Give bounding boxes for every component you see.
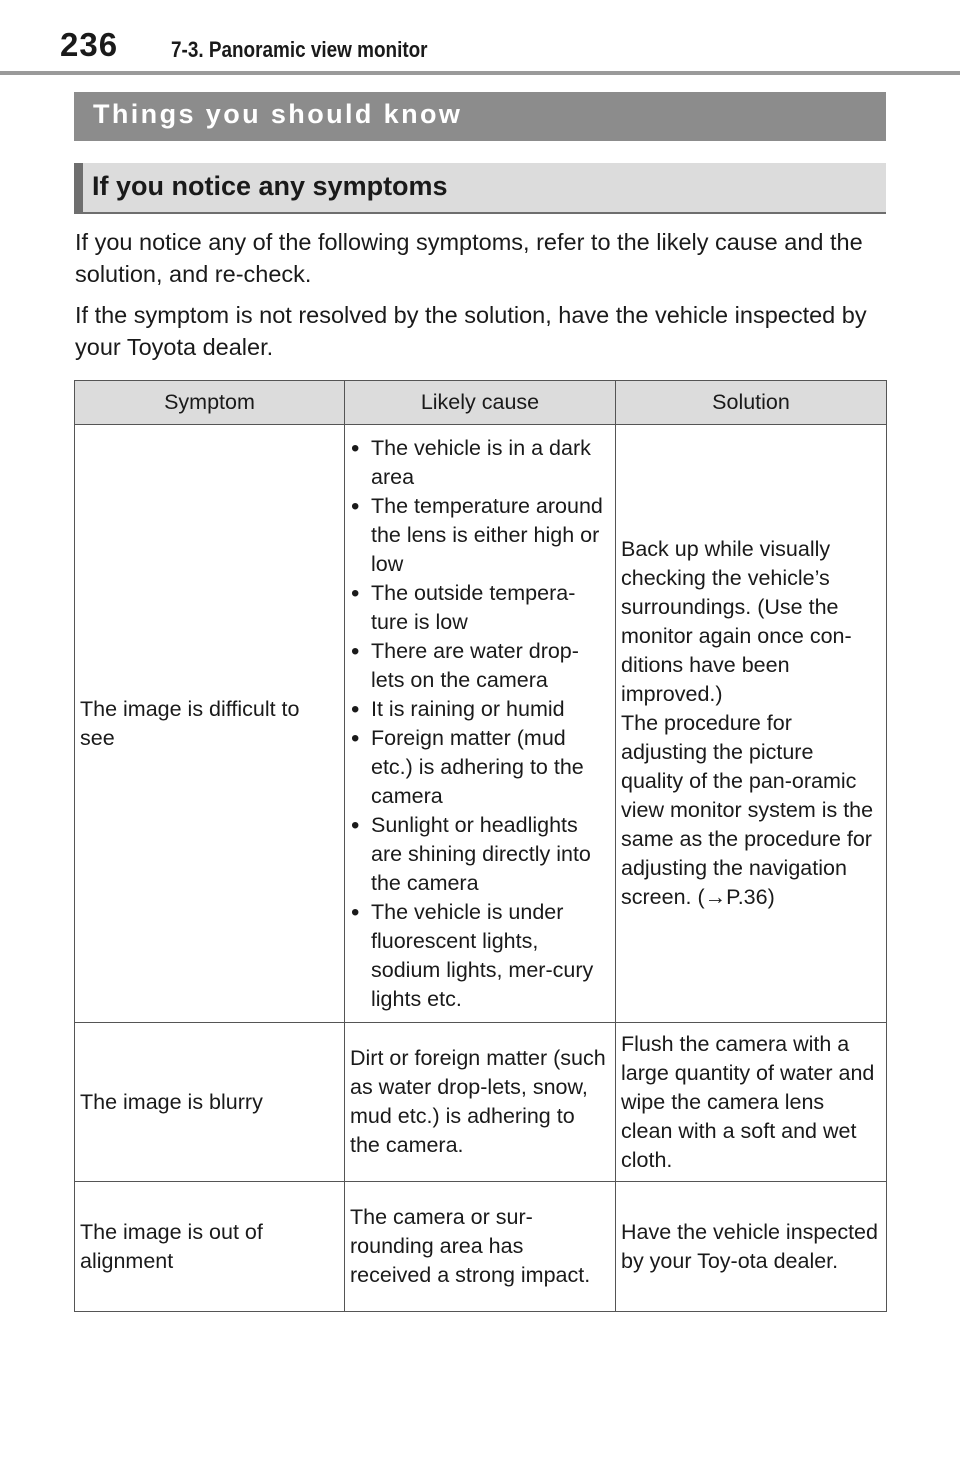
cause-list-item: • The vehicle is under fluorescent lights, sodium lights, mer-cury lights etc. (350, 898, 610, 1014)
cause-list-item: • The vehicle is in a dark area (350, 434, 610, 492)
section-title: 7-3. Panoramic view monitor (171, 37, 428, 62)
intro-paragraph-1: If you notice any of the following symptoms, refer to the likely cause and the solution, and re-check. (75, 229, 863, 287)
symptom-table (74, 380, 887, 1312)
page-header (0, 0, 960, 76)
likely-cause-cell: The camera or sur-rounding area has received a strong impact. (345, 1182, 616, 1312)
subheading-divider (74, 212, 886, 214)
table-header-row (75, 381, 887, 425)
column-header-solution: Solution (616, 381, 887, 425)
cause-list-item: • Sunlight or headlights are shining directly into the camera (350, 811, 610, 898)
cause-list-item: • The outside tempera-ture is low (350, 579, 610, 637)
solution-cell (616, 425, 887, 1023)
page-number: 236 (60, 26, 119, 63)
solution-text-reference: The procedure for adjusting the picture quality of the pan-oramic view monitor system is the same as the procedure for adjusting the navigation screen. (→P.36) (621, 711, 874, 909)
solution-cell: Have the vehicle inspected by your Toy-ota dealer. (616, 1182, 887, 1312)
header-divider (0, 71, 960, 75)
table-row (75, 425, 887, 1023)
cause-list-item: • It is raining or humid (350, 695, 610, 724)
solution-text: Back up while visually checking the vehicle’s surroundings. (Use the monitor again once con-ditions have been improved.) (621, 537, 852, 706)
cause-list-item: • There are water drop-lets on the camera (350, 637, 610, 695)
likely-cause-cell (345, 425, 616, 1023)
column-header-likely-cause: Likely cause (345, 381, 616, 425)
likely-cause-cell: Dirt or foreign matter (such as water drop-lets, snow, mud etc.) is adhering to the camera. (345, 1023, 616, 1182)
subheading-accent-bar (74, 163, 83, 213)
subheading (74, 163, 886, 213)
solution-cell: Flush the camera with a large quantity of water and wipe the camera lens clean with a soft and wet cloth. (616, 1023, 887, 1182)
cause-list (350, 434, 610, 1014)
subheading-title: If you notice any symptoms (92, 171, 448, 201)
banner-title: Things you should know (93, 99, 463, 129)
intro-paragraph-2: If the symptom is not resolved by the solution, have the vehicle inspected by your Toyota dealer. (75, 302, 867, 360)
cause-list-item: • The temperature around the lens is either high or low (350, 492, 610, 579)
table-row (75, 1182, 887, 1312)
section-banner (74, 92, 886, 141)
column-header-symptom: Symptom (75, 381, 345, 425)
symptom-cell: The image is difficult to see (75, 425, 345, 1023)
symptom-cell: The image is blurry (75, 1023, 345, 1182)
table-row (75, 1023, 887, 1182)
cause-list-item: • Foreign matter (mud etc.) is adhering to the camera (350, 724, 610, 811)
symptom-cell: The image is out of alignment (75, 1182, 345, 1312)
